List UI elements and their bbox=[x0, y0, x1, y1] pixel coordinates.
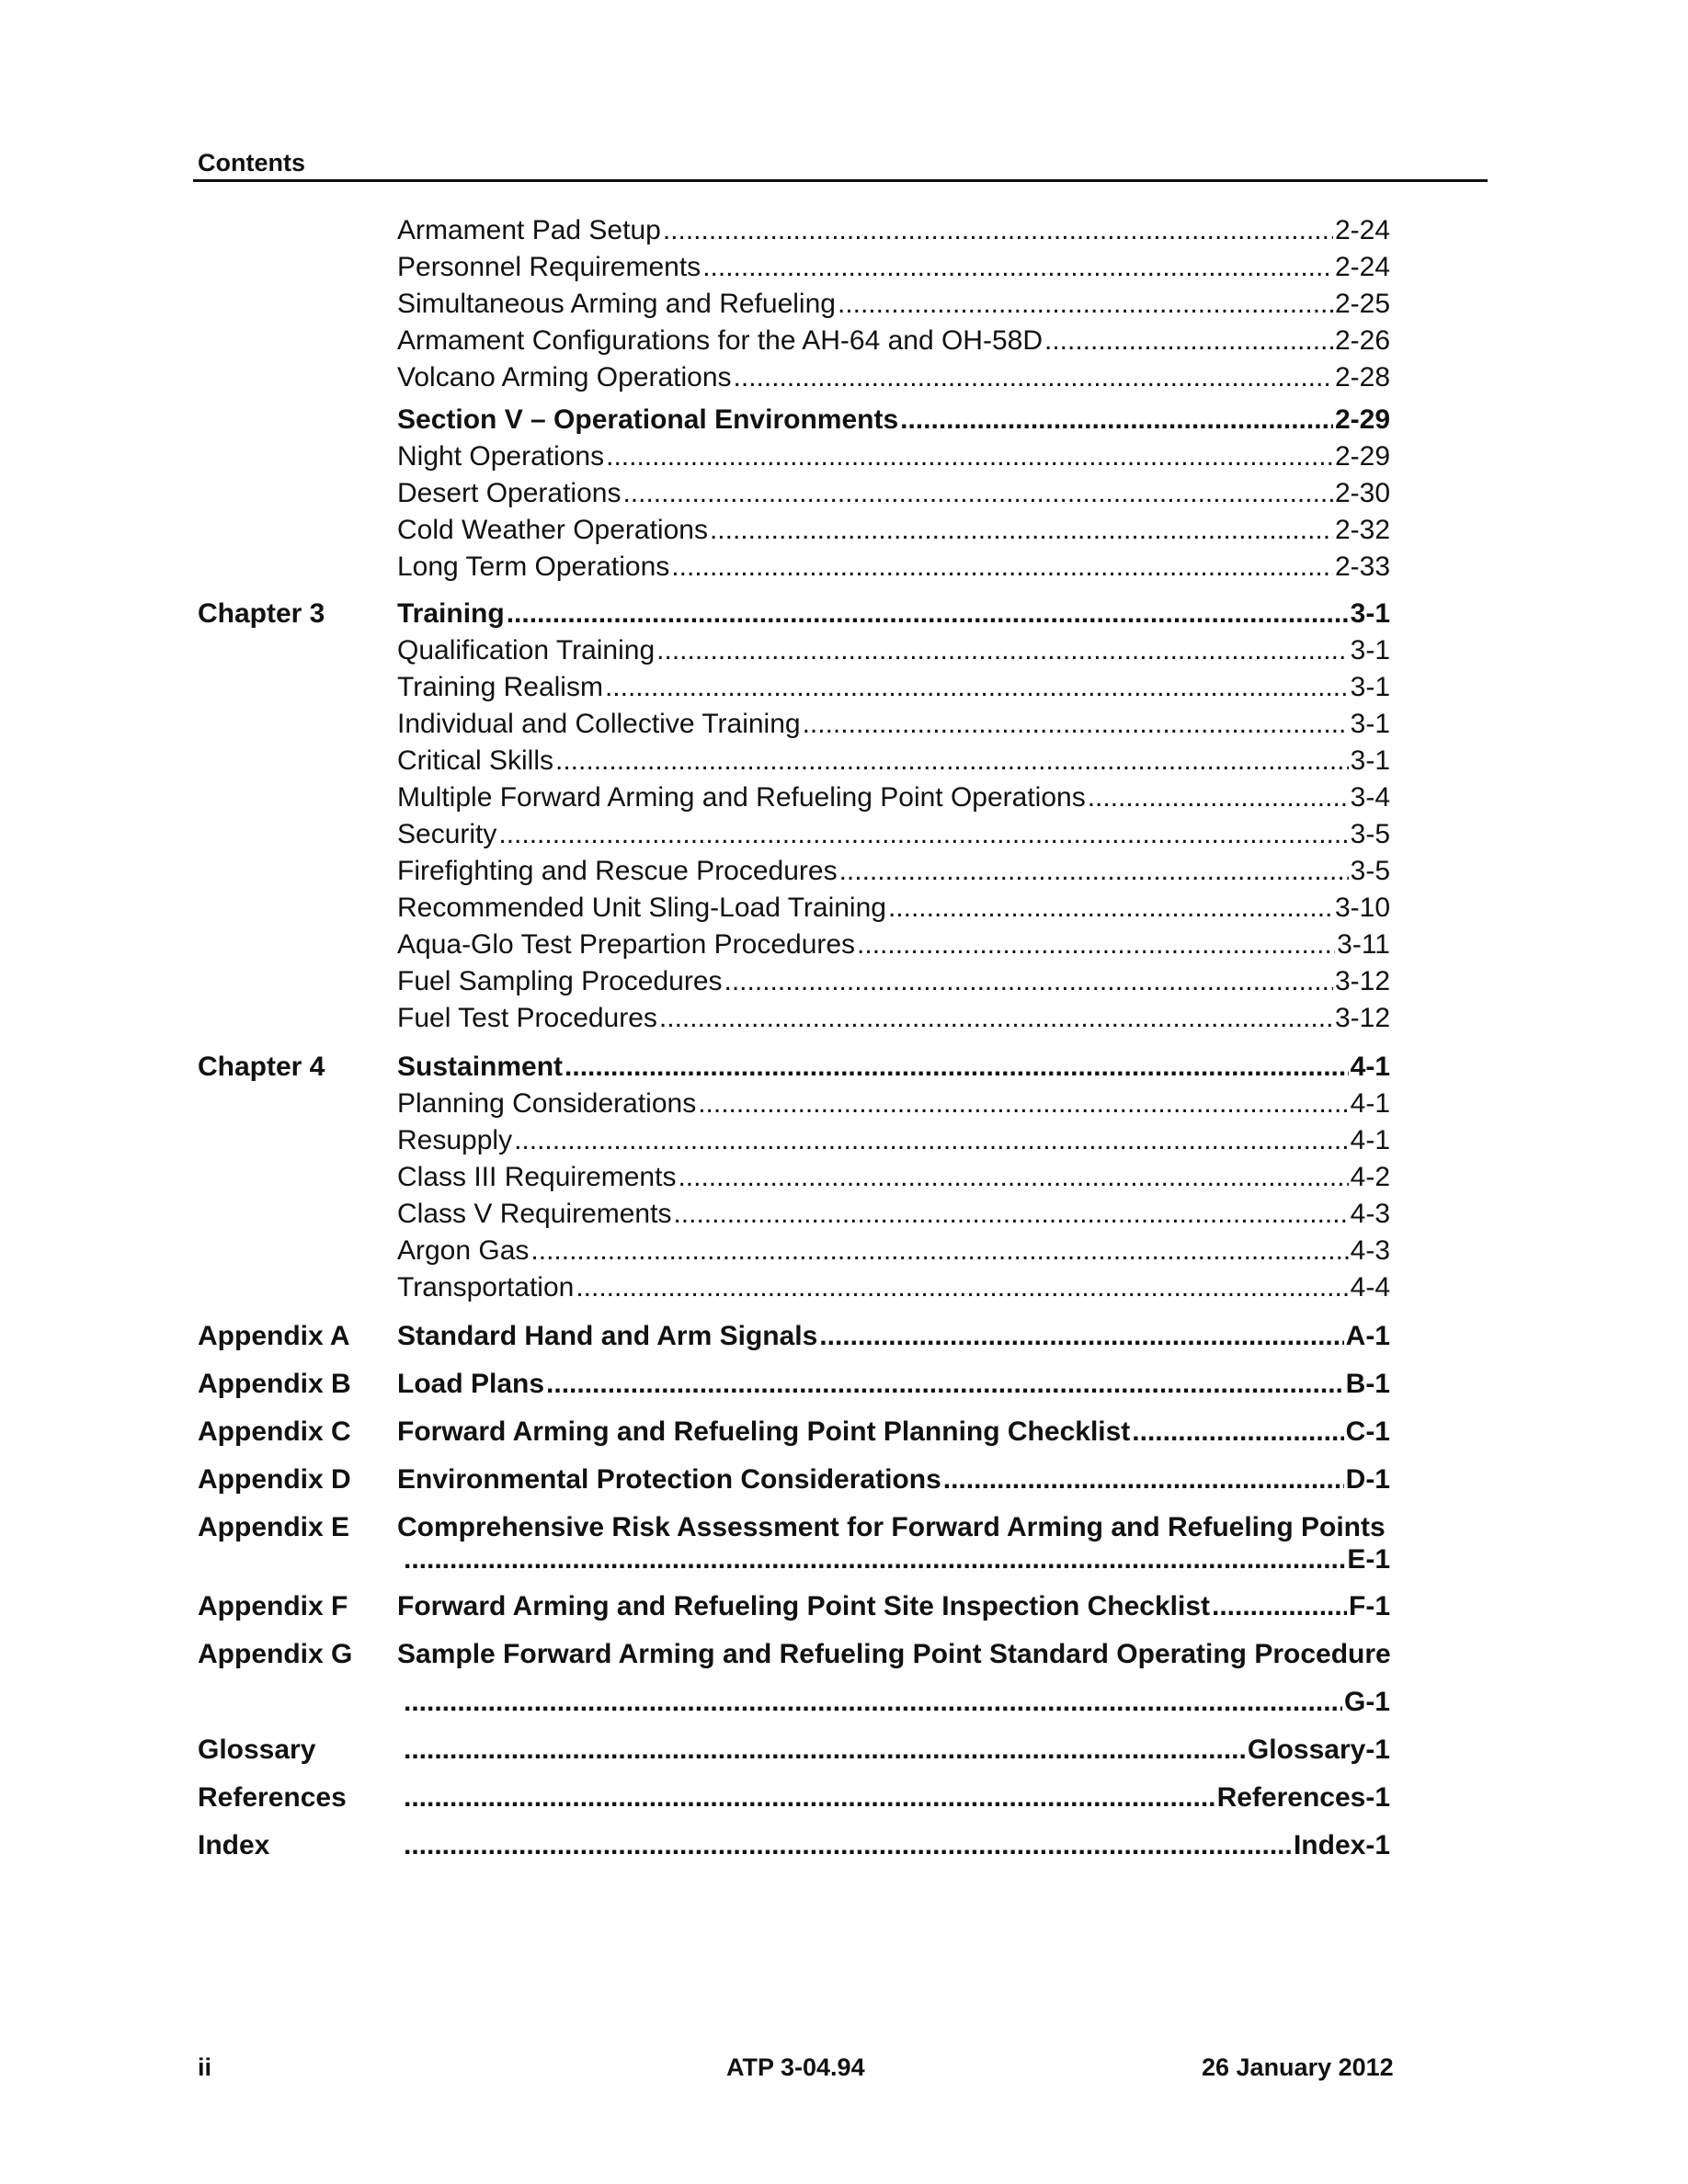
toc-appendix-label: Appendix G bbox=[198, 1639, 353, 1669]
dot-leader bbox=[555, 743, 1349, 779]
toc-entry-page: 4-3 bbox=[1350, 1235, 1390, 1266]
toc-entry bbox=[0, 669, 1688, 706]
dot-leader bbox=[606, 438, 1333, 475]
toc-entry-page: 4-1 bbox=[1350, 1125, 1390, 1155]
toc-entry-page: 2-26 bbox=[1334, 325, 1390, 356]
toc-backmatter-label: References bbox=[198, 1782, 347, 1813]
toc-entry-page: 2-29 bbox=[1334, 441, 1390, 472]
toc-appendix-row bbox=[0, 1366, 1688, 1403]
toc-appendix-label: Appendix C bbox=[198, 1416, 351, 1447]
toc-entry bbox=[0, 1233, 1688, 1269]
dot-leader bbox=[724, 963, 1333, 1000]
toc-entry-page: 2-29 bbox=[1334, 404, 1390, 435]
toc-entry bbox=[0, 1086, 1688, 1122]
dot-leader bbox=[576, 1269, 1348, 1306]
toc-backmatter-label: Glossary bbox=[198, 1735, 316, 1765]
header-label: Contents bbox=[198, 149, 305, 176]
dot-leader bbox=[498, 816, 1348, 853]
toc-entry-page: E-1 bbox=[1347, 1544, 1390, 1575]
toc-entry-title: Multiple Forward Arming and Refueling Point Operations bbox=[397, 782, 1086, 813]
footer-page-number: ii bbox=[198, 2053, 212, 2081]
dot-leader bbox=[839, 853, 1349, 890]
dot-leader bbox=[943, 1462, 1344, 1498]
toc-entry-page: 2-25 bbox=[1334, 289, 1390, 319]
toc-entry-page: 2-24 bbox=[1334, 215, 1390, 245]
toc-entry-page: D-1 bbox=[1345, 1464, 1390, 1495]
dot-leader bbox=[1044, 323, 1333, 359]
toc-entry-page: 2-24 bbox=[1334, 252, 1390, 282]
toc-entry-page: 3-12 bbox=[1334, 966, 1390, 996]
toc-appendix-row bbox=[0, 1509, 1688, 1546]
toc-entry-page: 3-5 bbox=[1350, 819, 1390, 849]
toc-entry-title: Fuel Sampling Procedures bbox=[397, 966, 723, 996]
toc-chapter-row bbox=[0, 596, 1688, 632]
dot-leader bbox=[1132, 1414, 1343, 1450]
toc-appendix-row bbox=[0, 1318, 1688, 1355]
toc-appendix-row bbox=[0, 1588, 1688, 1625]
toc-backmatter-row bbox=[0, 1780, 1688, 1816]
toc-appendix-label: Appendix F bbox=[198, 1591, 348, 1621]
toc-entry-title: Planning Considerations bbox=[397, 1088, 697, 1119]
dot-leader bbox=[734, 359, 1333, 396]
toc-entry bbox=[0, 212, 1688, 249]
toc-entry-title: Individual and Collective Training bbox=[397, 709, 801, 739]
toc-entry-title: Class V Requirements bbox=[397, 1199, 672, 1229]
toc-entry-title: Class III Requirements bbox=[397, 1162, 677, 1192]
dot-leader bbox=[622, 475, 1333, 512]
toc-entry-page: 3-12 bbox=[1334, 1003, 1390, 1033]
toc-section-heading bbox=[0, 402, 1688, 438]
toc-entry-page: A-1 bbox=[1345, 1321, 1390, 1351]
dot-leader bbox=[838, 286, 1333, 323]
dot-leader bbox=[530, 1233, 1348, 1269]
toc-entry-title: Recommended Unit Sling-Load Training bbox=[397, 893, 886, 923]
footer-document-id: ATP 3-04.94 bbox=[726, 2053, 865, 2081]
toc-entry bbox=[0, 816, 1688, 853]
toc-entry-title: Personnel Requirements bbox=[397, 252, 701, 282]
dot-leader bbox=[803, 706, 1349, 743]
toc-entry-title: Resupply bbox=[397, 1125, 513, 1155]
toc-entry-title: Armament Configurations for the AH-64 and OH-58D bbox=[397, 325, 1043, 356]
toc-entry-page: 2-32 bbox=[1334, 515, 1390, 545]
footer-date: 26 January 2012 bbox=[1202, 2053, 1394, 2081]
toc-entry-page: F-1 bbox=[1349, 1591, 1390, 1621]
toc-entry-title: Standard Hand and Arm Signals bbox=[397, 1321, 818, 1351]
toc-appendix-row bbox=[0, 1414, 1688, 1450]
toc-entry-title: Volcano Arming Operations bbox=[397, 362, 732, 392]
toc-entry-page: 3-1 bbox=[1350, 635, 1390, 665]
toc-entry-title: Desert Operations bbox=[397, 478, 622, 508]
toc-entry-title: Armament Pad Setup bbox=[397, 215, 661, 245]
dot-leader bbox=[673, 1196, 1348, 1233]
dot-leader bbox=[605, 669, 1349, 706]
dot-leader bbox=[1212, 1588, 1347, 1625]
toc-entry-page: Glossary-1 bbox=[1247, 1735, 1390, 1765]
toc-entry bbox=[0, 1196, 1688, 1233]
toc-entry-page: 2-28 bbox=[1334, 362, 1390, 392]
dot-leader bbox=[404, 1827, 1292, 1864]
toc-entry-page: Index-1 bbox=[1293, 1830, 1390, 1860]
toc-entry-page: 4-1 bbox=[1350, 1088, 1390, 1119]
dot-leader bbox=[663, 212, 1333, 249]
toc-entry-title: Training Realism bbox=[397, 672, 603, 702]
dot-leader bbox=[702, 249, 1333, 286]
toc-entry-title: Load Plans bbox=[397, 1369, 545, 1399]
toc-entry bbox=[0, 549, 1688, 586]
toc-entry bbox=[0, 249, 1688, 286]
toc-entry-page: 3-4 bbox=[1350, 782, 1390, 813]
dot-leader bbox=[698, 1086, 1348, 1122]
dot-leader bbox=[819, 1318, 1343, 1355]
toc-entry bbox=[0, 359, 1688, 396]
toc-entry-page: 3-10 bbox=[1334, 893, 1390, 923]
toc-entry bbox=[0, 512, 1688, 549]
toc-entry-title: Cold Weather Operations bbox=[397, 515, 708, 545]
toc-entry-page: 3-11 bbox=[1337, 929, 1390, 960]
toc-entry bbox=[0, 323, 1688, 359]
dot-leader bbox=[514, 1122, 1349, 1159]
toc-entry-title: Sustainment bbox=[397, 1052, 564, 1082]
toc-entry bbox=[0, 286, 1688, 323]
dot-leader bbox=[656, 632, 1348, 669]
toc-backmatter-row bbox=[0, 1827, 1688, 1864]
dot-leader bbox=[710, 512, 1333, 549]
toc-entry-page: G-1 bbox=[1343, 1687, 1390, 1717]
toc-appendix-label: Appendix B bbox=[198, 1369, 351, 1399]
toc-entry-page: 2-30 bbox=[1334, 478, 1390, 508]
toc-chapter-label: Chapter 4 bbox=[198, 1052, 325, 1082]
toc-entry-page: 3-1 bbox=[1350, 672, 1390, 702]
toc-entry-page: 4-1 bbox=[1350, 1052, 1390, 1082]
toc-entry-page: B-1 bbox=[1345, 1369, 1390, 1399]
dot-leader bbox=[404, 1780, 1215, 1816]
toc-entry-continuation bbox=[0, 1541, 1688, 1578]
toc-backmatter-row bbox=[0, 1732, 1688, 1769]
toc-entry-title: Firefighting and Rescue Procedures bbox=[397, 856, 838, 886]
dot-leader bbox=[565, 1049, 1349, 1086]
toc-entry-title: Section V – Operational Environments bbox=[397, 404, 899, 435]
toc-entry-title: Sample Forward Arming and Refueling Point Standard Operating Procedure bbox=[397, 1639, 1391, 1669]
toc-entry-page: 4-2 bbox=[1350, 1162, 1390, 1192]
toc-entry bbox=[0, 853, 1688, 890]
toc-entry bbox=[0, 890, 1688, 927]
toc-backmatter-label: Index bbox=[198, 1830, 270, 1860]
toc-appendix-row bbox=[0, 1636, 1688, 1673]
toc-entry-title: Security bbox=[397, 819, 497, 849]
toc-entry-continuation bbox=[0, 1684, 1688, 1721]
toc-entry-page: 3-5 bbox=[1350, 856, 1390, 886]
toc-entry bbox=[0, 1269, 1688, 1306]
toc-chapter-label: Chapter 3 bbox=[198, 598, 325, 629]
toc-entry-title: Night Operations bbox=[397, 441, 605, 472]
dot-leader bbox=[888, 890, 1333, 927]
dot-leader bbox=[659, 1000, 1333, 1037]
toc-appendix-label: Appendix A bbox=[198, 1321, 350, 1351]
toc-entry-title: Aqua-Glo Test Prepartion Procedures bbox=[397, 929, 856, 960]
toc-entry bbox=[0, 706, 1688, 743]
toc-entry-title: Environmental Protection Considerations bbox=[397, 1464, 941, 1495]
dot-leader bbox=[546, 1366, 1344, 1403]
toc-entry-title: Training bbox=[397, 598, 505, 629]
toc-entry-title: Transportation bbox=[397, 1272, 575, 1302]
toc-entry-title: Long Term Operations bbox=[397, 552, 670, 582]
toc-chapter-row bbox=[0, 1049, 1688, 1086]
toc-appendix-label: Appendix D bbox=[198, 1464, 351, 1495]
toc-entry-title: Simultaneous Arming and Refueling bbox=[397, 289, 836, 319]
toc-entry bbox=[0, 1000, 1688, 1037]
toc-entry bbox=[0, 1122, 1688, 1159]
toc-entry-title: Forward Arming and Refueling Point Site Inspection Checklist bbox=[397, 1591, 1210, 1621]
dot-leader bbox=[900, 402, 1333, 438]
dot-leader bbox=[404, 1684, 1342, 1721]
toc-entry-page: 3-1 bbox=[1350, 598, 1390, 629]
dot-leader bbox=[1088, 779, 1349, 816]
toc-entry bbox=[0, 632, 1688, 669]
toc-appendix-row bbox=[0, 1462, 1688, 1498]
toc-entry-title: Comprehensive Risk Assessment for Forward Arming and Refueling Points bbox=[397, 1512, 1386, 1542]
toc-entry bbox=[0, 438, 1688, 475]
toc-entry bbox=[0, 779, 1688, 816]
dot-leader bbox=[857, 927, 1335, 963]
toc-entry-title: Forward Arming and Refueling Point Planning Checklist bbox=[397, 1416, 1131, 1447]
toc-entry-page: 4-3 bbox=[1350, 1199, 1390, 1229]
toc-appendix-label: Appendix E bbox=[198, 1512, 350, 1542]
toc-entry-title: Fuel Test Procedures bbox=[397, 1003, 657, 1033]
toc-entry-title: Critical Skills bbox=[397, 745, 554, 776]
toc-entry bbox=[0, 475, 1688, 512]
toc-entry-page: References-1 bbox=[1216, 1782, 1390, 1813]
toc-entry-page: 4-4 bbox=[1350, 1272, 1390, 1302]
toc-entry bbox=[0, 963, 1688, 1000]
toc-entry bbox=[0, 927, 1688, 963]
toc-entry-title: Qualification Training bbox=[397, 635, 656, 665]
dot-leader bbox=[404, 1541, 1345, 1578]
toc-entry bbox=[0, 1159, 1688, 1196]
toc-entry-title: Argon Gas bbox=[397, 1235, 530, 1266]
dot-leader bbox=[404, 1732, 1246, 1769]
toc-entry-page: 3-1 bbox=[1350, 709, 1390, 739]
dot-leader bbox=[671, 549, 1333, 586]
toc-entry-page: 3-1 bbox=[1350, 745, 1390, 776]
dot-leader bbox=[678, 1159, 1348, 1196]
toc-entry bbox=[0, 743, 1688, 779]
toc-entry-page: C-1 bbox=[1345, 1416, 1390, 1447]
toc-entry-page: 2-33 bbox=[1334, 552, 1390, 582]
dot-leader bbox=[507, 596, 1349, 632]
